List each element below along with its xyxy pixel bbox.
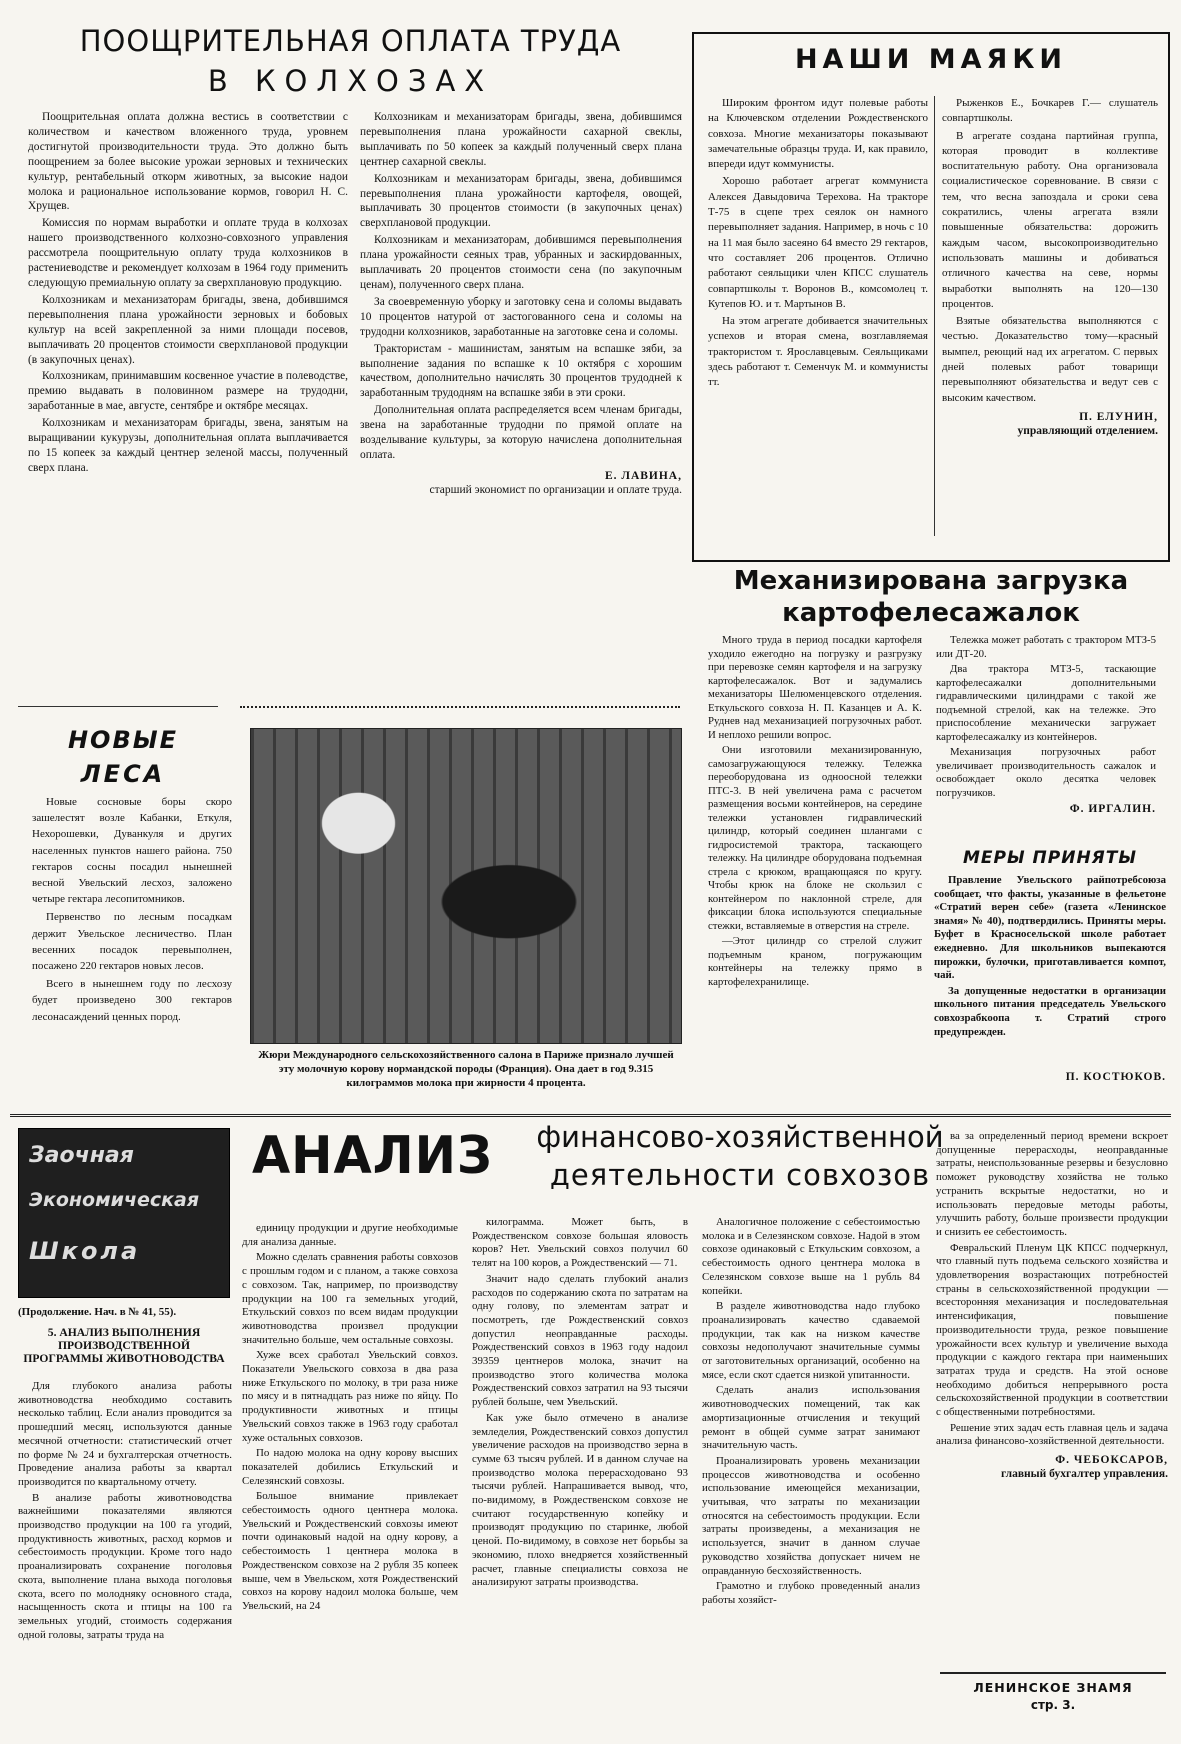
measures-signature bbox=[934, 1070, 1166, 1084]
author-role: главный бухгалтер управления. bbox=[1000, 1468, 1168, 1481]
author-signature: Е. ЛАВИНА, bbox=[604, 469, 682, 482]
measures-title: МЕРЫ ПРИНЯТЫ bbox=[963, 848, 1137, 868]
paragraph: Февральский Пленум ЦК КПСС подчеркнул, что главный путь подъема сельского хозяйства и удовлетворения возрастающих потребностей страны в сельскохозяйственной продукции — всесторонняя механизация и последовательная интенсификация, повышение производительности труда, резкое повышение урожайности всех культур и увеличение выхода продукции с каждого гектара при наименьших затратах труда и средств. На этой основе необходимо добиться непрерывного роста сельскохозяйственной продукции в соответствии с общественными потребностями. bbox=[936, 1241, 1168, 1419]
paragraph: Широким фронтом идут полевые работы на Ключевском отделении Рождественского совхоза. Многие механизаторы показывают замечательные образцы труда. И, как правило, впереди идут коммунисты. bbox=[708, 97, 928, 171]
analysis-column-1 bbox=[18, 1380, 232, 1644]
paragraph: Сделать анализ использования животноводческих помещений, так как амортизационные отчисления и текущий ремонт в общей сумме затрат занимают значительную часть. bbox=[702, 1384, 920, 1452]
paragraph: Поощрительная оплата должна вестись в соответствии с количеством и качеством вложенного труда, уровнем достигнутой производительности труда. Это должно быть поощрением за более высокие урожаи зерновых и технических культур, рентабельный откорм животных, за высокие надои молока и рациональное использование кормов, говорил Н. С. Хрущев. bbox=[28, 111, 348, 213]
measures-text bbox=[934, 874, 1166, 1041]
paragraph: Дополнительная оплата распределяется всем членам бригады, звена на заработанные трудодни по прямой оплате на возделывание культуры, за которую начислена дополнительная оплата. bbox=[360, 404, 682, 461]
paragraph: В агрегате создана партийная группа, которая проводит в коллективе воспитательную работу. Она организовала социалистическое соревнование. В связи с тем, что весна запоздала и сроки сева сократились, члены агрегата взяли повышенные обязательства: дорожить каждым часом, высокопроизводительно использовать машины и добиваться отличного качества на севе, нормы выработки выполнять на 120—130 процентов. bbox=[942, 129, 1158, 310]
paragraph: Правление Увельского райпотребсоюза сообщает, что факты, указанные в фельетоне «Стратий верен себе» (газета «Ленинское знамя» № 40), подтвердились. Приняты меры. Буфет в Красносельской школе работает ежедневно. Для школьников выпекаются пирожки, булочки, приготавливается компот, чай. bbox=[934, 874, 1166, 982]
paragraph: Колхозникам и механизаторам бригады, звена, занятым на выращивании кукурузы, дополнительная оплата выплачивается по 15 копеек за каждый центнер зеленой массы, полученный сверх плана. bbox=[28, 417, 348, 474]
column-divider bbox=[934, 96, 935, 536]
paragraph: За допущенные недостатки в организации школьного питания председатель Увельского совхозрабкоопа т. Стратий строго предупрежден. bbox=[934, 984, 1166, 1038]
paragraph: Грамотно и глубоко проведенный анализ работы хозяйст- bbox=[702, 1580, 920, 1606]
paragraph: Колхозникам и механизаторам бригады, звена, добившимся перевыполнения плана урожайности сахарной свеклы, выплачивать по 50 копеек за каждый полученный сверх плана центнер сахарной свеклы. bbox=[360, 111, 682, 168]
footer-rule bbox=[940, 1672, 1166, 1674]
paragraph: Колхозникам, принимавшим косвенное участие в полеводстве, премию выдавать в половинном размере на трудодни, заработанные в мае, августе, сентябре и октябре месяцах. bbox=[28, 370, 348, 413]
paragraph: Колхозникам и механизаторам бригады, звена, добившимся перевыполнения плана урожайности зерновых и бобовых культур на всей закрепленной за ними площади посевов, выплачивать 20 процентов стоимости сверхплановой продукции (в закупочных ценах). bbox=[28, 293, 348, 366]
paragraph: Они изготовили механизированную, самозагружающуюся тележку. Тележка переоборудована из одноосной тележки ПТС-3. В ней увеличена рама с расчетом размещения восьми контейнеров, на середине тележки установлен гидравлический цилиндр, который соединен шлангами с гидросистемой трактора, таскающего тележку. На цилиндре оборудована подъемная стрела с крюком, вращающаяся по кругу. Чтобы крюк на блоке не скользил с контейнером по наклонной стреле, для фиксации блока используются специальные стежки, вставляемые в отверстия на стреле. bbox=[708, 744, 922, 932]
paragraph: Всего в нынешнем году по лесхозу будет произведено 300 гектаров лесонасаждений ценных пород. bbox=[32, 978, 232, 1023]
paragraph: Как уже было отмечено в анализе земледелия, Рождественский совхоз допустил увеличение расходов на производство зерна в сумме 63 тысяч рублей. И в данном случае на производство молока перерасходовано 93 тысячи рублей. Напрашивается вывод, что, по-видимому, в Рождественском совхозе не считают государственную копейку и производят продукцию по старинке, любой ценой. По-видимому, в совхозе нет борьбы за экономию, плохо внедряется хозяйственный расчет, главные специалисты совхоза не анализируют затраты производства. bbox=[472, 1411, 688, 1589]
beacons-title: НАШИ МАЯКИ bbox=[794, 44, 1068, 75]
mech-column-2 bbox=[936, 634, 1156, 816]
paragraph: Для глубокого анализа работы животноводства необходимо составить несколько таблиц. Если анализ проводится за прошедший месяц, используются данные месячной отчетности: статистический отчет по форме № 24 и бухгалтерская отчетность. Проведение анализа работы за квартал производится по квартальному отчету. bbox=[18, 1380, 232, 1488]
article-column-1 bbox=[28, 110, 348, 478]
paragraph: В анализе работы животноводства важнейшими показателями являются производство продукции на 100 га угодий, продуктивность животных, расход кормов и себестоимость продукции. Кроме того надо проанализировать сохранение поголовья скота, выполнение плана выхода поголовья скота, всего по молодняку основного стада, насыщенность скота и птицы на 100 га земельных угодий, стоимость содержания одной головы, затраты труда на bbox=[18, 1491, 232, 1641]
author-signature: П. ЕЛУНИН, bbox=[1079, 410, 1158, 423]
author-signature: Ф. ИРГАЛИН. bbox=[1069, 803, 1156, 815]
paragraph: За своевременную уборку и заготовку сена и соломы выдавать 10 процентов натурой от застогованного сена и соломы на трудодни колхозников, заработанные на заготовке сена и соломы. bbox=[360, 295, 682, 338]
paragraph: Два трактора МТЗ-5, таскающие картофелесажалки дополнительными гидравлическими цилиндрами с такой же подъемной стрелой, как на тележке. Это приспособление механически загружает картофелесажалку из контейнеров. bbox=[936, 663, 1156, 743]
paragraph: По надою молока на одну корову высших показателей добились Еткульский и Селезянский совхозы. bbox=[242, 1447, 458, 1487]
paragraph: Много труда в период посадки картофеля уходило ежегодно на погрузку и разгрузку при перевозке семян картофеля и на загрузку картофелесажалок. Вот и задумались механизаторы Шелюменцевского отделения. Еткульского совхоза Н. П. Казанцев и А. К. Руднев над механизацией погрузочных работ. И неплохо решили вопрос. bbox=[708, 634, 922, 741]
article-title-line2: В КОЛХОЗАХ bbox=[207, 64, 494, 98]
author-role: старший экономист по организации и оплате труда. bbox=[429, 483, 682, 496]
article-incentive-pay bbox=[18, 20, 683, 700]
forests-text bbox=[32, 794, 232, 1027]
paragraph: килограмма. Может быть, в Рождественском совхозе большая яловость коров? Нет. Увельский совхоз получил 60 телят на 100 коров, а Рождественский — 71. bbox=[472, 1216, 688, 1270]
cow-photo bbox=[250, 728, 682, 1044]
author-role: управляющий отделением. bbox=[1017, 424, 1158, 437]
mech-column-1 bbox=[708, 634, 922, 991]
footer-paper-name: ЛЕНИНСКОЕ ЗНАМЯ bbox=[973, 1680, 1133, 1695]
author-signature: П. КОСТЮКОВ. bbox=[1065, 1071, 1166, 1083]
badge-line1: Заочная bbox=[29, 1143, 134, 1168]
paragraph: Трактористам - машинистам, занятым на вспашке зяби, за выполнение задания по вспашке к 10 октября с хорошим качеством, дополнительно начислять 30 процентов трудодней к заработанным трудодням на вспашке зяби в эти сроки. bbox=[360, 342, 682, 400]
continuation-note: (Продолжение. Нач. в № 41, 55). bbox=[18, 1306, 177, 1318]
paragraph: ва за определенный период времени вскроет допущенные перерасходы, неоправданные затраты, неиспользованные резервы и безусловно поможет руководству хозяйства не только устранить вскрытые недостатки, но и использовать передовые методы работы, улучшить работу, больше произвести продукции и снизить ее себестоимость. bbox=[936, 1130, 1168, 1238]
paragraph: Значит надо сделать глубокий анализ расходов по содержанию скота по затратам на одну голову, по элементам затрат и посмотреть, где Рождественский совхоз допустил неоправданные расходы. Рождественский совхоз в 1963 году надоил 39359 центнеров молока, значит на производство этого количества молока Рождественский совхоз затратил на 93 тысячи рублей больше, чем Увельский. bbox=[472, 1272, 688, 1409]
beacons-column-2 bbox=[942, 96, 1158, 438]
paragraph: Можно сделать сравнения работы совхозов с прошлым годом и с планом, а также совхоза с совхозом. Так, например, по производству продукции на 100 га земельных угодий, Еткульский совхоз по всем видам продукции животноводства произвел продукции значительно больше, чем остальные совхозы. bbox=[242, 1251, 458, 1346]
dotted-divider bbox=[240, 706, 680, 708]
paragraph: Новые сосновые боры скоро зашелестят возле Кабанки, Еткуля, Нехорошевки, Дуванкуля и других населенных пунктов нашего района. 750 гектаров сосны посадил нынешней весной Увельский лесхоз, заложено четыре гектара лесопитомников. bbox=[32, 796, 232, 906]
school-section-title: 5. АНАЛИЗ ВЫПОЛНЕНИЯ ПРОИЗВОДСТВЕННОЙ ПРОГРАММЫ ЖИВОТНОВОДСТВА bbox=[23, 1326, 225, 1365]
divider bbox=[18, 706, 218, 707]
paragraph: Комиссия по нормам выработки и оплате труда в колхозах нашего производственного колхозно-совхозного управления рассмотрела поощрительную оплату труда колхозников в растениеводстве и рекомендует колхозам в 1964 году применить следующую премиальную оплату за сверхплановую продукцию. bbox=[28, 217, 348, 289]
mech-title-line1: Механизирована загрузка bbox=[733, 566, 1129, 596]
analysis-title-line1: финансово-хозяйственной bbox=[536, 1120, 944, 1154]
badge-line2: Экономическая bbox=[29, 1189, 200, 1211]
paragraph: Механизация погрузочных работ увеличивает производительность сажалок и освобождает около десятка человек погрузчиков. bbox=[936, 746, 1156, 799]
paragraph: Решение этих задач есть главная цель и задача анализа финансово-хозяйственной деятельности. bbox=[936, 1421, 1168, 1448]
badge-line3: Школа bbox=[29, 1237, 141, 1265]
analysis-column-2 bbox=[242, 1222, 458, 1616]
analysis-title-big: АНАЛИЗ bbox=[252, 1126, 493, 1186]
paragraph: Тележка может работать с трактором МТЗ-5 или ДТ-20. bbox=[936, 634, 1156, 660]
paragraph: Хорошо работает агрегат коммуниста Алексея Давыдовича Терехова. На тракторе Т-75 в сцепе трех сеялок он намного перевыполняет задания. Например, в ночь с 10 на 11 мая было засеяно 64 вместо 29 гектаров, что составляет 206 процентов. Отлично работают сеяльщики член КПСС слушатель совпартшколы т. Воронов В., комсомолец т. Кутепов Ю. и т. Мартынов В. bbox=[708, 175, 928, 310]
paragraph: Взятые обязательства выполняются с честью. Доказательство тому—красный вымпел, реющий над их агрегатом. С первых дней полевых работ товарищи перевыполняют обязательства и ведут сев с высоким качеством. bbox=[942, 315, 1158, 404]
article-column-2 bbox=[360, 110, 682, 497]
forests-title-line2: ЛЕСА bbox=[80, 760, 166, 788]
paragraph: —Этот цилиндр со стрелой служит подъемным краном, погружающим контейнеры на тележку прямо в картофелехранилище. bbox=[708, 935, 922, 988]
section-divider bbox=[10, 1114, 1171, 1117]
analysis-column-4 bbox=[702, 1216, 920, 1610]
forests-title-line1: НОВЫЕ bbox=[67, 726, 179, 754]
school-badge bbox=[18, 1128, 230, 1298]
article-new-forests bbox=[18, 712, 238, 1112]
photo-block bbox=[250, 728, 682, 1103]
footer-page-number: стр. 3. bbox=[1030, 1698, 1076, 1712]
paragraph: Проанализировать уровень механизации процессов животноводства и особенно использование имеющейся механизации, учитывая, что затраты по механизации относятся на себестоимость продукции. Если затраты произведены, а механизация не используется, значит в данном случае руководство хозяйства допускает ничем не оправданную бесхозяйственность. bbox=[702, 1454, 920, 1577]
paragraph: На этом агрегате добивается значительных успехов и вторая смена, возглавляемая трактористом т. Ярославцевым. Сеяльщиками здесь работают т. Семенчук М. и коммунисты тт. bbox=[708, 315, 928, 389]
article-our-beacons bbox=[692, 32, 1170, 562]
paragraph: Хуже всех сработал Увельский совхоз. Показатели Увельского совхоза в два раза ниже Еткульского по молоку, в три раза ниже по мясу и в пятнадцать раз ниже по яйцу. По продуктивности животных и птицы Увельский совхоз также в 1963 году сработал хуже остальных совхозов. bbox=[242, 1349, 458, 1444]
author-signature: Ф. ЧЕБОКСАРОВ, bbox=[1055, 1454, 1168, 1467]
paragraph: единицу продукции и другие необходимые для анализа данные. bbox=[242, 1222, 458, 1248]
analysis-column-5 bbox=[936, 1130, 1168, 1481]
paragraph: Рыженков Е., Бочкарев Г.— слушатель совпартшколы. bbox=[942, 97, 1158, 125]
analysis-column-3 bbox=[472, 1216, 688, 1592]
photo-caption: Жюри Международного сельскохозяйственного салона в Париже признало лучшей эту молочную корову нормандской породы (Франция). Она дает в год 9.315 килограммов молока при жирности 4 процента. bbox=[258, 1049, 674, 1089]
paragraph: Большое внимание привлекает себестоимость одного центнера молока. Увельский и Рождественский совхозы имеют почти одинаковый надой на одну корову, а себестоимость 1 центнера молока в Рождественском совхозе на 2 рубля 35 копеек выше, чем в Увельском, хотя Рождественский совхоз на корову надоил молока больше, чем Увельский, на 24 bbox=[242, 1490, 458, 1612]
article-title-line1: ПООЩРИТЕЛЬНАЯ ОПЛАТА ТРУДА bbox=[79, 24, 622, 58]
beacons-column-1 bbox=[708, 96, 928, 393]
analysis-title-line2: деятельности совхозов bbox=[549, 1158, 931, 1192]
article-measures-taken bbox=[934, 848, 1166, 1098]
paragraph: Аналогичное положение с себестоимостью молока и в Селезянском совхозе. Надой в этом совхозе одинаковый с Еткульским совхозом, а себестоимость одного центнера молока в Селезянском совхозе выше на 1 рубль 84 копейки. bbox=[702, 1216, 920, 1297]
paragraph: Колхозникам и механизаторам, добившимся перевыполнения плана урожайности сеяных трав, убранных и заскирдованных, выплачивать 20 процентов стоимости сена (по закупочным ценам), полученного сверх плана. bbox=[360, 234, 682, 291]
mech-title-line2: картофелесажалок bbox=[782, 598, 1080, 628]
paragraph: Первенство по лесным посадкам держит Увельское лесничество. План весенних посадок перевыполнен, посажено 220 гектаров новых лесов. bbox=[32, 911, 232, 973]
paragraph: Колхозникам и механизаторам бригады, звена, добившимся перевыполнения плана урожайности картофеля, овощей, выплачивать 30 процентов стоимости (в закупочных ценах) сверхплановой продукции. bbox=[360, 172, 682, 230]
paragraph: В разделе животноводства надо глубоко проанализировать качество сдаваемой продукции, так как на низком качестве совхозы недополучают значительные суммы от заготовительных организаций, особенно на мясе, если скот сдается низкой упитанности. bbox=[702, 1300, 920, 1381]
